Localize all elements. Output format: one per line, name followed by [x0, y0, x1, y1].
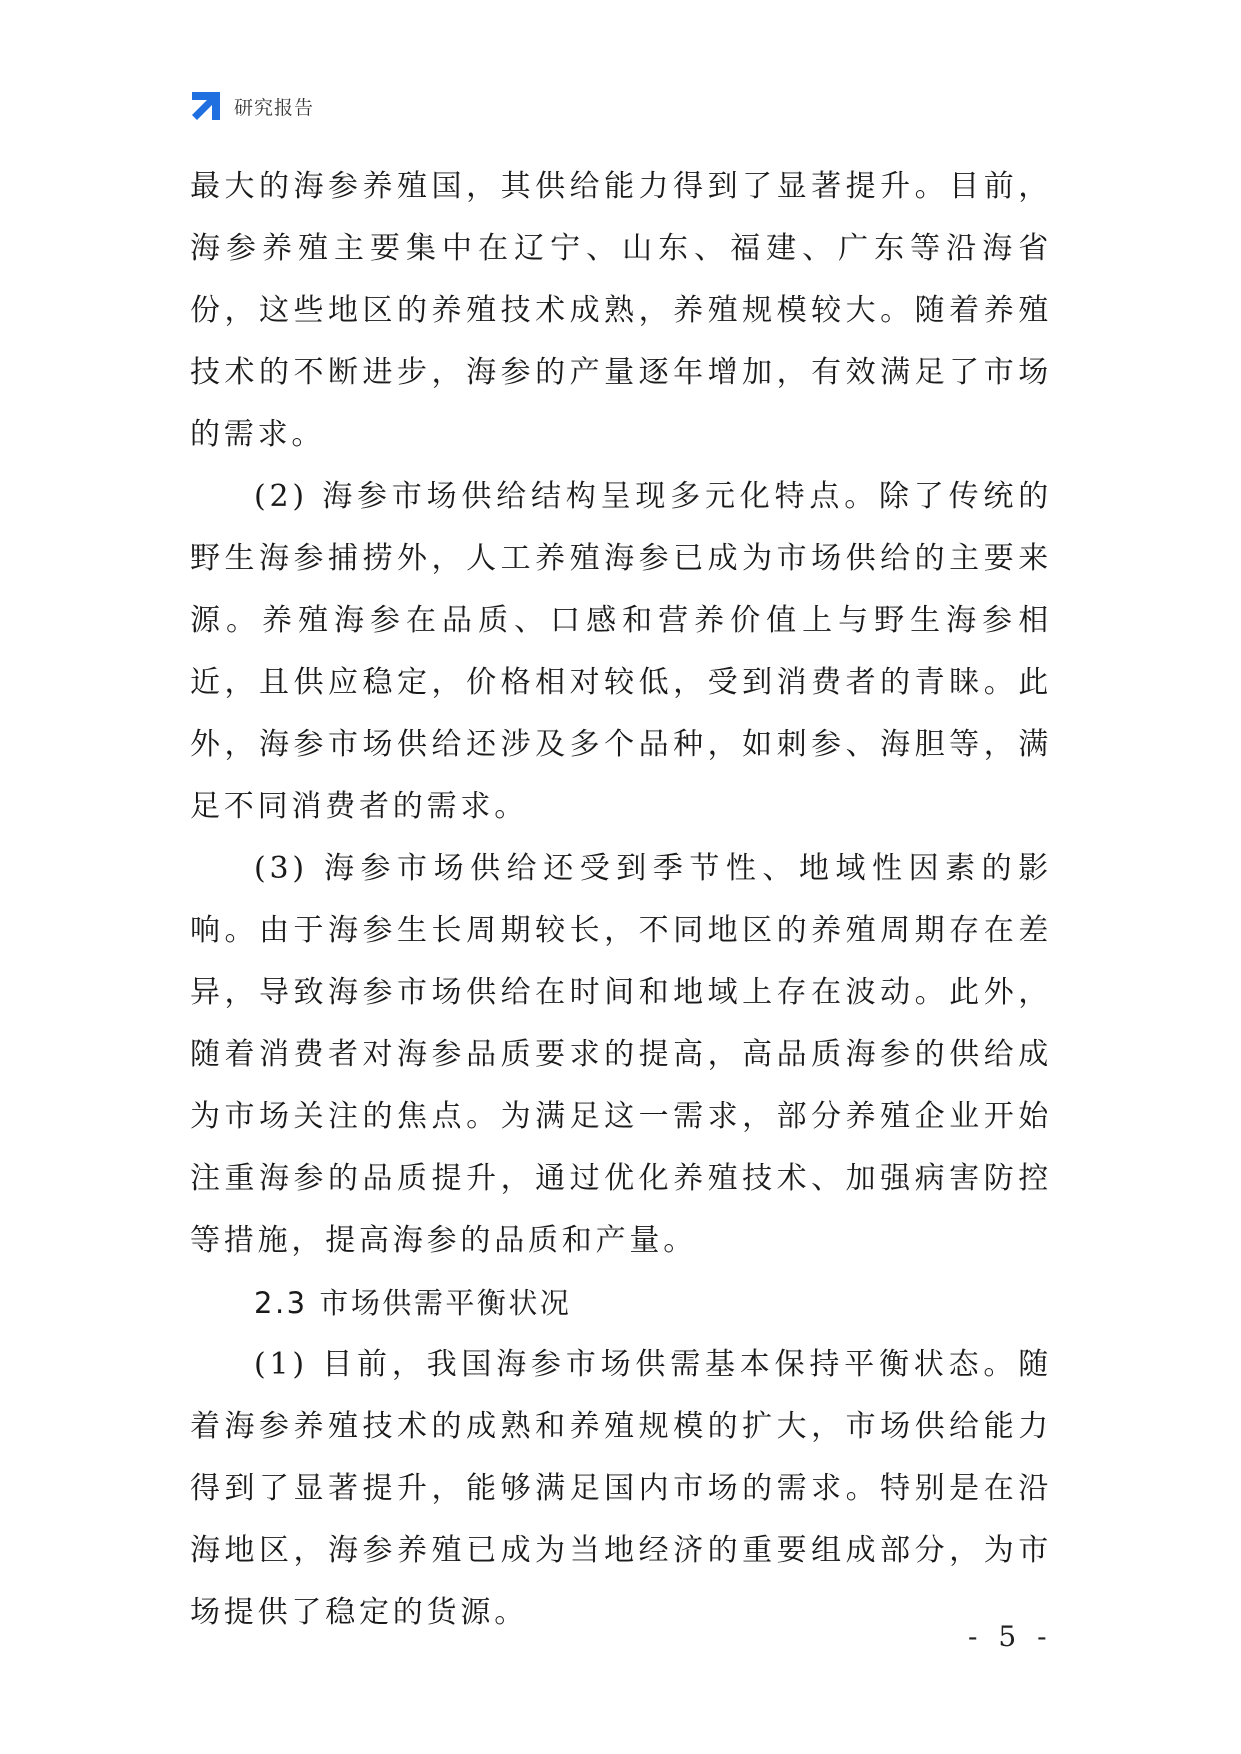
report-header — [188, 88, 314, 124]
section-heading: 2.3 市场供需平衡状况 — [254, 1286, 572, 1320]
paragraph-supply-demand-balance: (1) 目前，我国海参市场供需基本保持平衡状态。随着海参养殖技术的成熟和养殖规模的扩大，市场供给能力得到了显著提升，能够满足国内市场的需求。特别是在沿海地区，海参养殖已成为当地经济的重要组成部分，为市场提供了稳定的货源。 — [190, 1347, 1052, 1630]
document-body — [190, 156, 1052, 1644]
page-number: - 5 - — [968, 1620, 1053, 1653]
paragraph-seasonal-factors: (3) 海参市场供给还受到季节性、地域性因素的影响。由于海参生长周期较长，不同地区的养殖周期存在差异，导致海参市场供给在时间和地域上存在波动。此外，随着消费者对海参品质要求的提高，高品质海参的供给成为市场关注的焦点。为满足这一需求，部分养殖企业开始注重海参的品质提升，通过优化养殖技术、加强病害防控等措施，提高海参的品质和产量。 — [190, 851, 1052, 1258]
paragraph-supply-structure: (2) 海参市场供给结构呈现多元化特点。除了传统的野生海参捕捞外，人工养殖海参已成为市场供给的主要来源。养殖海参在品质、口感和营养价值上与野生海参相近，且供应稳定，价格相对较低，受到消费者的青睐。此外，海参市场供给还涉及多个品种，如刺参、海胆等，满足不同消费者的需求。 — [190, 479, 1052, 824]
header-label: 研究报告 — [234, 96, 315, 119]
arrow-up-right-icon — [188, 88, 224, 124]
paragraph-continued: 最大的海参养殖国，其供给能力得到了显著提升。目前，海参养殖主要集中在辽宁、山东、福建、广东等沿海省份，这些地区的养殖技术成熟，养殖规模较大。随着养殖技术的不断进步，海参的产量逐年增加，有效满足了市场的需求。 — [190, 169, 1052, 452]
